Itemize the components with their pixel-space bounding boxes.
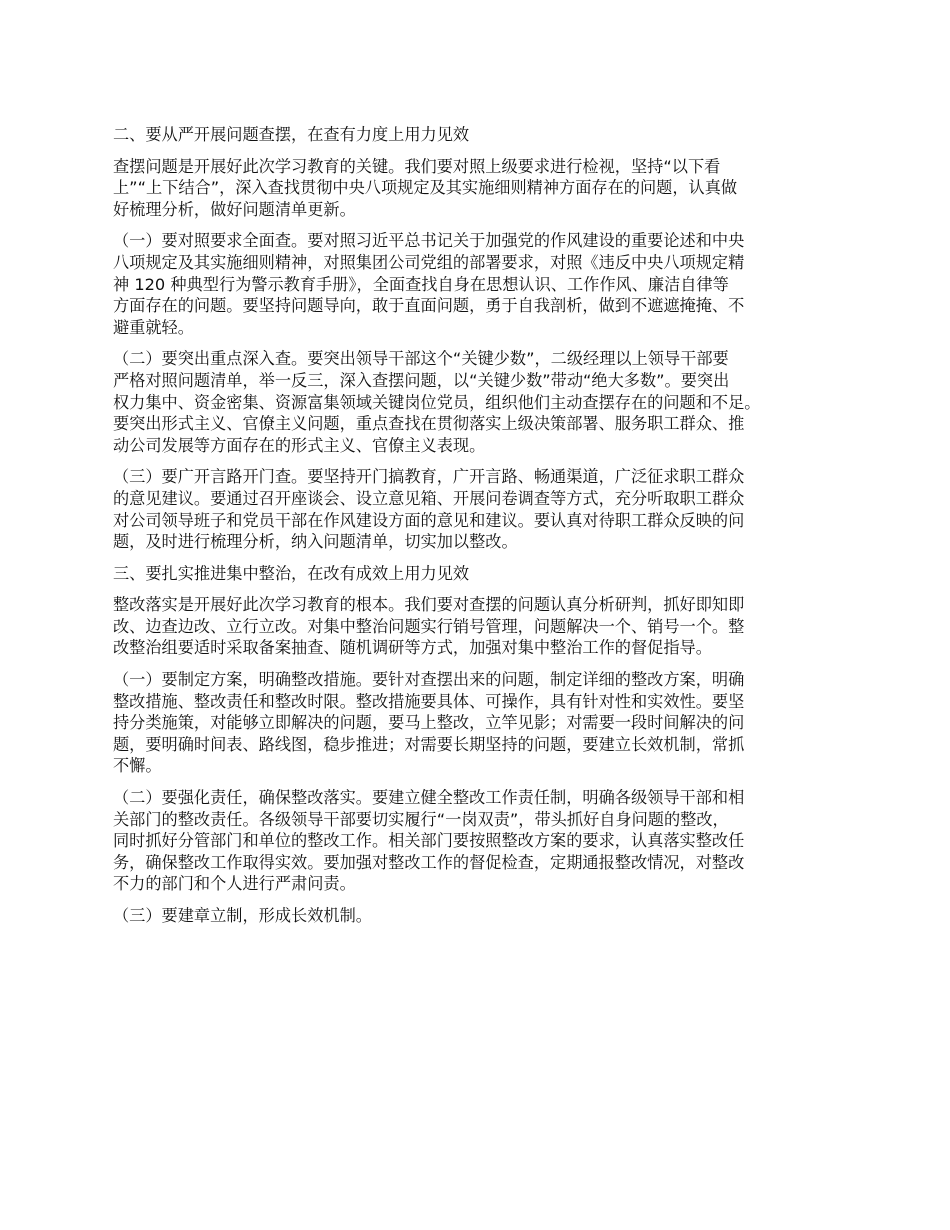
text-line: 严格对照问题清单，举一反三，深入查摆问题，以“关键少数”带动“绝大多数”。要突出	[113, 370, 730, 390]
text-line: （一）要对照要求全面查。要对照习近平总书记关于加强党的作风建设的重要论述和中央	[113, 231, 745, 251]
body-paragraph	[113, 466, 853, 552]
body-paragraph	[113, 230, 853, 338]
text-line: 权力集中、资金密集、资源富集领域关键岗位党员，组织他们主动查摆存在的问题和不足。	[113, 392, 761, 412]
text-line: 对公司领导班子和党员干部在作风建设方面的意见和建议。要认真对待职工群众反映的问	[113, 510, 745, 530]
text-line: （二）要突出重点深入查。要突出领导干部这个“关键少数”，二级经理以上领导干部要	[113, 349, 729, 369]
body-paragraph	[113, 156, 853, 221]
text-line: 不懈。	[113, 756, 162, 776]
text-line: 改整治组要适时采取备案抽查、随机调研等方式，加强对集中整治工作的督促指导。	[113, 638, 712, 658]
text-line: 要突出形式主义、官僚主义问题，重点查找在贯彻落实上级决策部署、服务职工群众、推	[113, 414, 745, 434]
text-line: 关部门的整改责任。各级领导干部要切实履行“一岗双责”，带头抓好自身问题的整改，	[113, 809, 729, 829]
text-line: 务，确保整改工作取得实效。要加强对整改工作的督促检查，定期通报整改情况，对整改	[113, 852, 745, 872]
text-line: 动公司发展等方面存在的形式主义、官僚主义表现。	[113, 435, 486, 455]
body-paragraph	[113, 348, 853, 456]
body-paragraph	[113, 669, 853, 777]
body-paragraph	[113, 905, 853, 927]
text-line: 八项规定及其实施细则精神，对照集团公司党组的部署要求，对照《违反中央八项规定精	[113, 252, 745, 272]
body-paragraph	[113, 787, 853, 895]
text-line: 好梳理分析，做好问题清单更新。	[113, 199, 356, 219]
text-line: 题，及时进行梳理分析，纳入问题清单，切实加以整改。	[113, 532, 518, 552]
text-line: （二）要强化责任，确保整改落实。要建立健全整改工作责任制，明确各级领导干部和相	[113, 788, 745, 808]
text-line: 题，要明确时间表、路线图，稳步推进；对需要长期坚持的问题，要建立长效机制，常抓	[113, 734, 745, 754]
text-line: （一）要制定方案，明确整改措施。要针对查摆出来的问题，制定详细的整改方案，明确	[113, 670, 745, 690]
section-heading-3	[113, 563, 853, 585]
text-line: 同时抓好分管部门和单位的整改工作。相关部门要按照整改方案的要求，认真落实整改任	[113, 831, 745, 851]
text-line: 避重就轻。	[113, 317, 194, 337]
document-body	[113, 124, 853, 937]
text-line: 整改措施、整改责任和整改时限。整改措施要具体、可操作，具有针对性和实效性。要坚	[113, 691, 745, 711]
text-line: 查摆问题是开展好此次学习教育的关键。我们要对照上级要求进行检视，坚持“以下看	[113, 156, 721, 176]
text-line: 神 120 种典型行为警示教育手册》，全面查找自身在思想认识、工作作风、廉洁自律等	[113, 274, 729, 294]
text-line: 持分类施策，对能够立即解决的问题，要马上整改，立竿见影；对需要一段时间解决的问	[113, 713, 745, 733]
text-line: 方面存在的问题。要坚持问题导向，敢于直面问题，勇于自我剖析，做到不遮遮掩掩、不	[113, 296, 745, 316]
text-line: （三）要建章立制，形成长效机制。	[113, 906, 372, 925]
section-heading-2	[113, 124, 853, 146]
text-line: 三、要扎实推进集中整治，在改有成效上用力见效	[113, 563, 470, 583]
text-line: 整改落实是开展好此次学习教育的根本。我们要对查摆的问题认真分析研判，抓好即知即	[113, 595, 745, 615]
text-line: 的意见建议。要通过召开座谈会、设立意见箱、开展问卷调查等方式，充分听取职工群众	[113, 488, 745, 508]
text-line: 二、要从严开展问题查摆，在查有力度上用力见效	[113, 125, 470, 144]
text-line: 不力的部门和个人进行严肃问责。	[113, 874, 356, 894]
text-line: 改、边查边改、立行立改。对集中整治问题实行销号管理，问题解决一个、销号一个。整	[113, 616, 745, 636]
text-line: 上”“上下结合”，深入查找贯彻中央八项规定及其实施细则精神方面存在的问题，认真做	[113, 178, 738, 198]
body-paragraph	[113, 594, 853, 659]
text-line: （三）要广开言路开门查。要坚持开门搞教育，广开言路、畅通渠道，广泛征求职工群众	[113, 467, 745, 487]
